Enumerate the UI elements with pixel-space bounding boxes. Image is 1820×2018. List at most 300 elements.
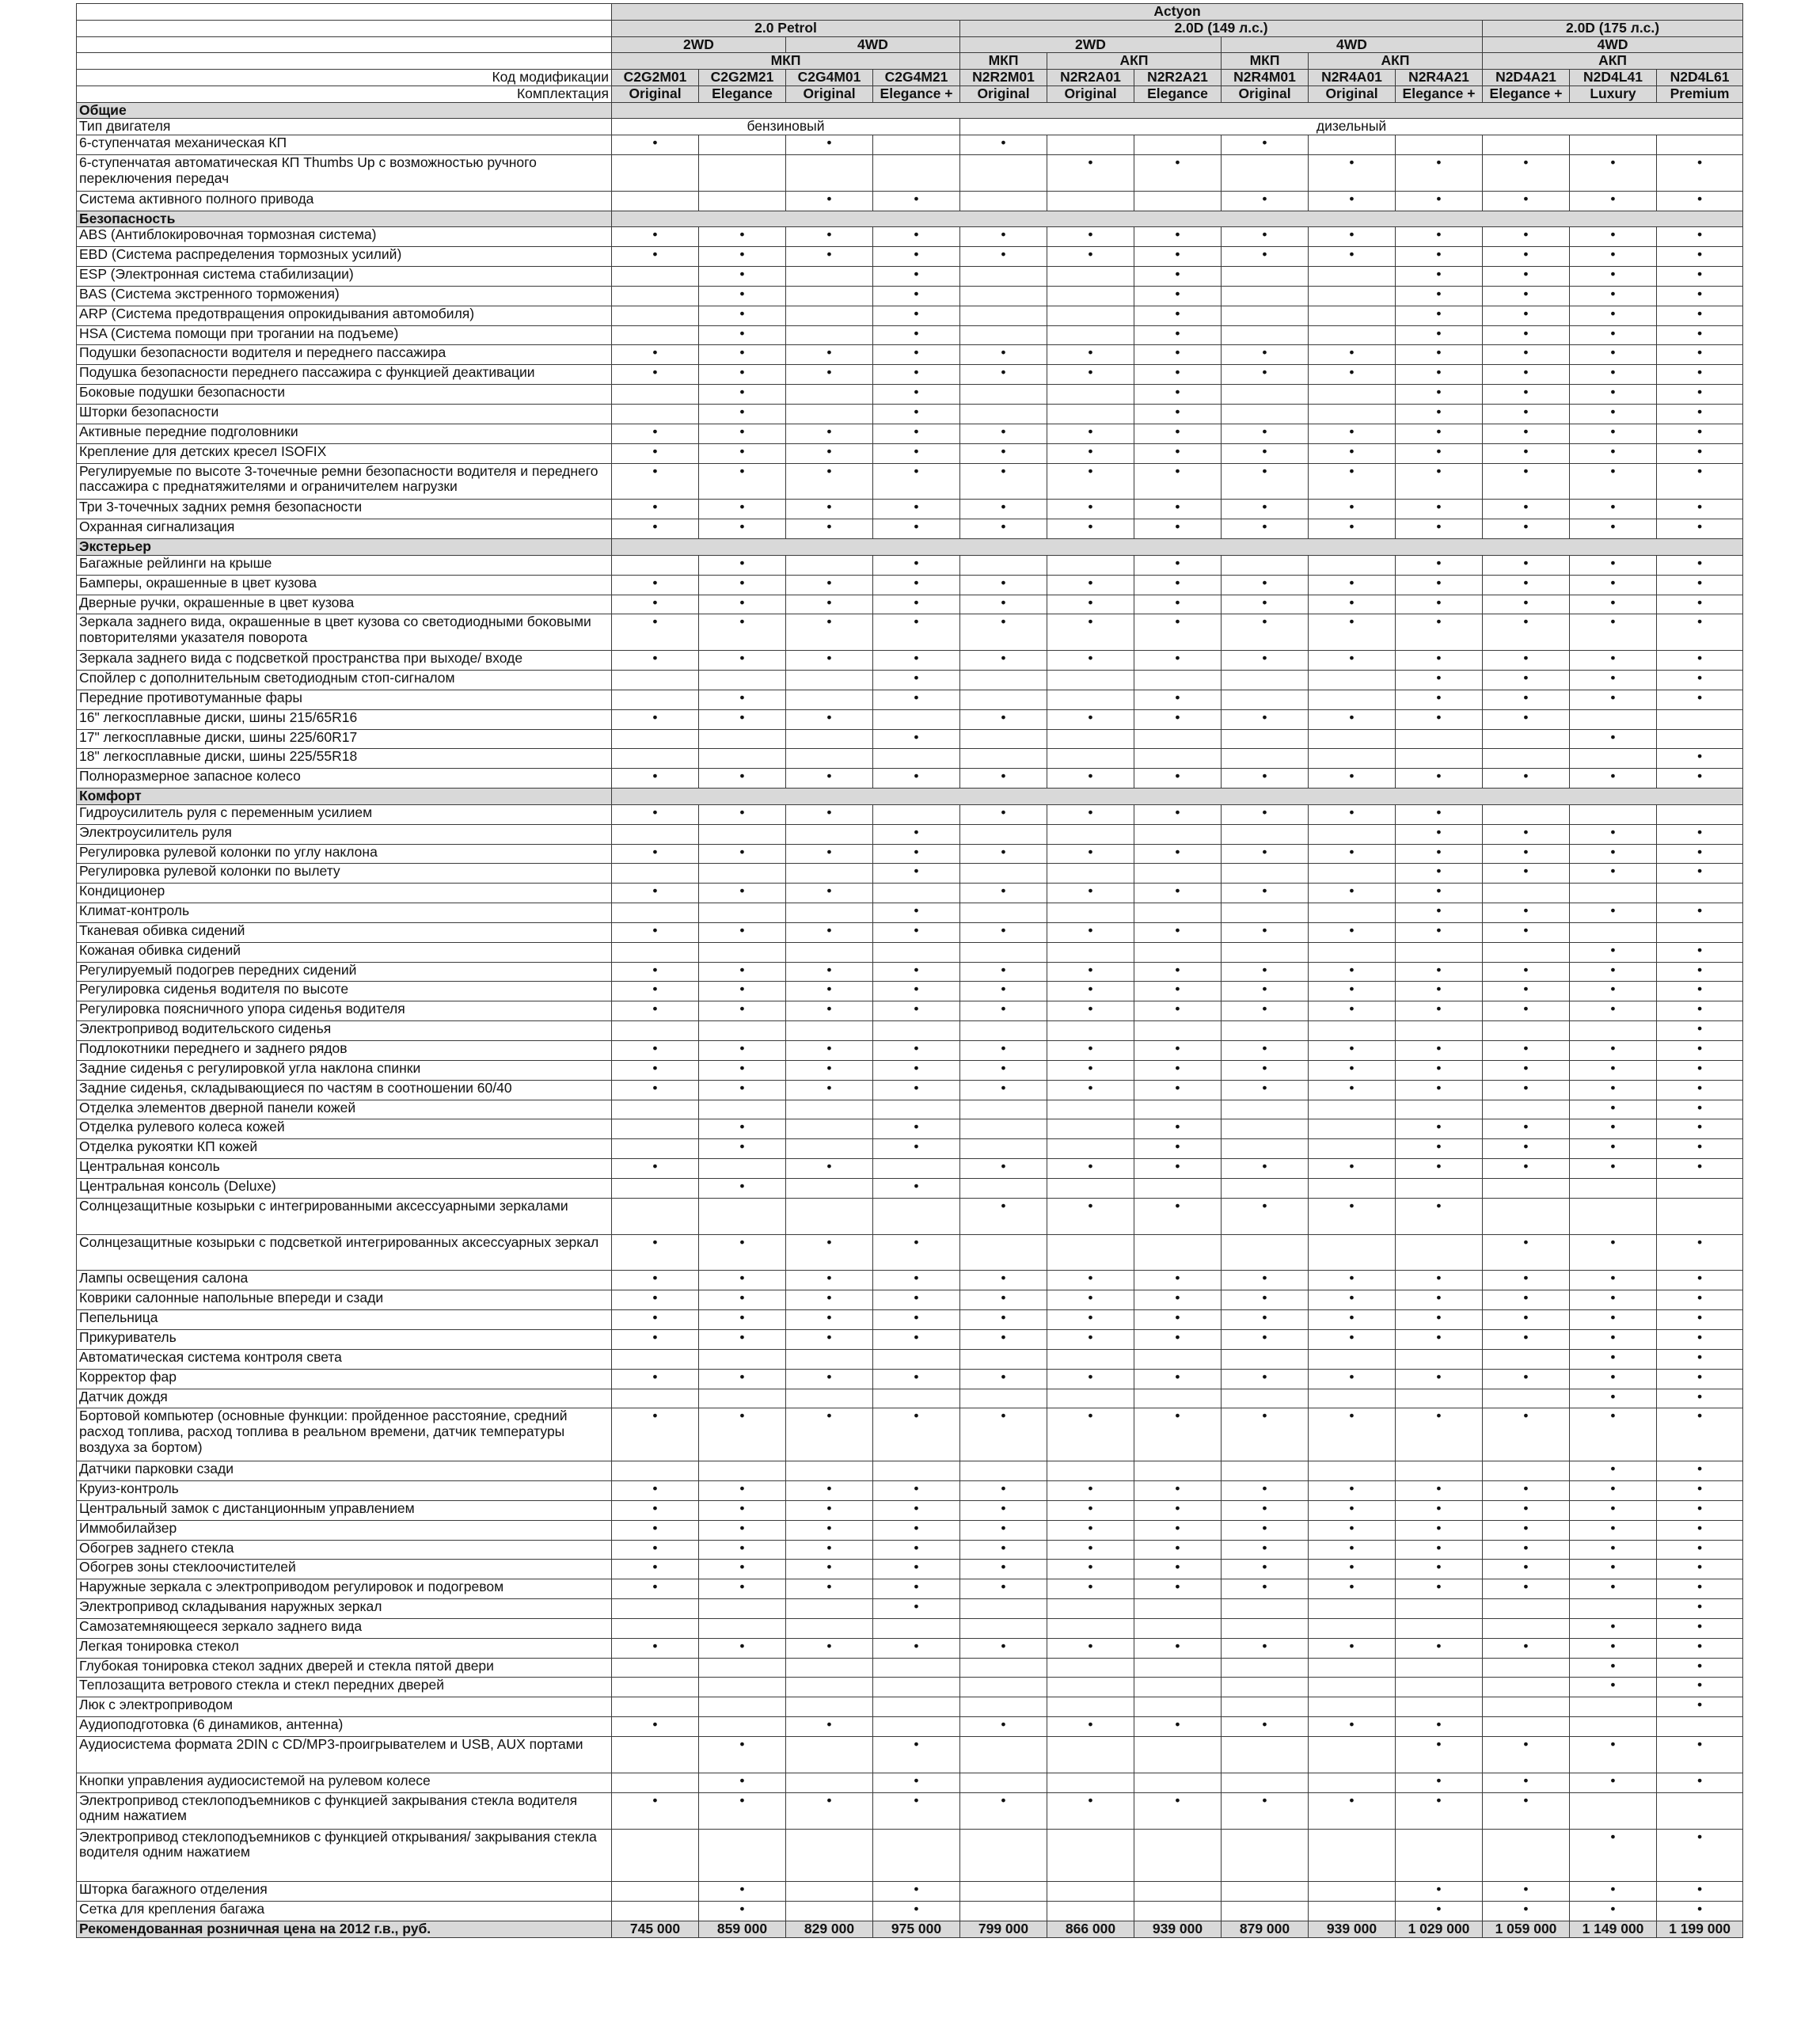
included-bullet: • (1436, 863, 1442, 880)
included-bullet: • (1088, 1408, 1093, 1424)
availability-cell (1134, 1234, 1222, 1271)
availability-cell (699, 519, 786, 539)
availability-cell (1222, 1041, 1309, 1061)
feature-label: Тип двигателя (77, 119, 612, 135)
availability-cell (1570, 1408, 1657, 1461)
included-bullet: • (914, 961, 919, 978)
table-row (77, 1021, 1743, 1041)
included-bullet: • (1088, 1290, 1093, 1306)
availability-cell (1657, 1882, 1743, 1902)
availability-cell (1309, 267, 1396, 287)
included-bullet: • (1523, 462, 1529, 479)
availability-cell (1483, 555, 1570, 575)
availability-cell (873, 1560, 960, 1579)
included-bullet: • (1175, 883, 1180, 899)
availability-cell (612, 1717, 699, 1737)
availability-cell (1570, 1678, 1657, 1697)
availability-cell (1047, 982, 1134, 1001)
included-bullet: • (652, 423, 658, 439)
included-bullet: • (1349, 1559, 1355, 1575)
included-bullet: • (1610, 1519, 1616, 1536)
availability-cell (1222, 135, 1309, 155)
availability-cell (1570, 1310, 1657, 1330)
included-bullet: • (1175, 285, 1180, 302)
included-bullet: • (1610, 423, 1616, 439)
included-bullet: • (1175, 689, 1180, 705)
availability-cell (612, 385, 699, 405)
included-bullet: • (652, 709, 658, 725)
availability-cell (1396, 1678, 1483, 1697)
included-bullet: • (1088, 1480, 1093, 1497)
availability-cell (960, 500, 1047, 519)
included-bullet: • (1436, 1499, 1442, 1516)
availability-cell (1047, 1579, 1134, 1599)
table-row (77, 749, 1743, 769)
availability-cell (1396, 804, 1483, 824)
included-bullet: • (1001, 1270, 1006, 1286)
feature-label: Шторки безопасности (77, 405, 612, 424)
included-bullet: • (1523, 922, 1529, 938)
included-bullet: • (1001, 1158, 1006, 1175)
availability-cell (873, 1349, 960, 1369)
availability-cell (1309, 824, 1396, 844)
price-value: 799 000 (960, 1921, 1047, 1938)
availability-cell (1134, 1159, 1222, 1179)
availability-cell (960, 424, 1047, 443)
availability-cell (1309, 962, 1396, 982)
availability-cell (612, 690, 699, 709)
included-bullet: • (826, 1480, 832, 1497)
included-bullet: • (1523, 670, 1529, 686)
included-bullet: • (1262, 1480, 1267, 1497)
feature-label: Коврики салонные напольные впереди и сзади (77, 1290, 612, 1310)
availability-cell (873, 227, 960, 247)
availability-cell (1134, 267, 1222, 287)
availability-cell (1570, 1021, 1657, 1041)
availability-cell (960, 942, 1047, 962)
availability-cell (873, 1678, 960, 1697)
availability-cell (786, 962, 873, 982)
included-bullet: • (826, 190, 832, 207)
availability-cell (699, 405, 786, 424)
availability-cell (612, 1060, 699, 1080)
availability-cell (1483, 1001, 1570, 1021)
availability-cell (1657, 1408, 1743, 1461)
included-bullet: • (1436, 843, 1442, 860)
availability-cell (1309, 1697, 1396, 1717)
availability-cell (1396, 286, 1483, 306)
availability-cell (1047, 595, 1134, 614)
availability-cell (699, 1159, 786, 1179)
table-row (77, 651, 1743, 671)
included-bullet: • (1523, 190, 1529, 207)
availability-cell (1047, 424, 1134, 443)
table-row (77, 1100, 1743, 1119)
availability-cell (1309, 922, 1396, 942)
included-bullet: • (1262, 1716, 1267, 1733)
availability-cell (1483, 365, 1570, 385)
included-bullet: • (914, 1792, 919, 1808)
included-bullet: • (1697, 574, 1703, 591)
availability-cell (1222, 1697, 1309, 1717)
availability-cell (612, 671, 699, 690)
table-row (77, 1579, 1743, 1599)
included-bullet: • (1001, 843, 1006, 860)
availability-cell (1570, 500, 1657, 519)
included-bullet: • (1175, 1480, 1180, 1497)
included-bullet: • (1523, 594, 1529, 610)
included-bullet: • (1262, 423, 1267, 439)
availability-cell (612, 135, 699, 155)
availability-cell (1483, 1638, 1570, 1658)
availability-cell (699, 749, 786, 769)
availability-cell (1222, 1500, 1309, 1520)
availability-cell (873, 1500, 960, 1520)
included-bullet: • (1697, 443, 1703, 459)
availability-cell (1309, 1408, 1396, 1461)
availability-cell (1396, 729, 1483, 749)
included-bullet: • (739, 689, 745, 705)
included-bullet: • (652, 1499, 658, 1516)
included-bullet: • (1349, 246, 1355, 263)
availability-cell (873, 247, 960, 267)
included-bullet: • (1088, 462, 1093, 479)
availability-cell (1309, 1080, 1396, 1100)
availability-cell (960, 227, 1047, 247)
included-bullet: • (1001, 768, 1006, 785)
availability-cell (612, 1198, 699, 1234)
included-bullet: • (914, 305, 919, 321)
included-bullet: • (1349, 1059, 1355, 1076)
availability-cell (1134, 1717, 1222, 1737)
availability-cell (1657, 1139, 1743, 1159)
availability-cell (612, 1310, 699, 1330)
included-bullet: • (739, 404, 745, 420)
availability-cell (786, 1119, 873, 1139)
availability-cell (960, 1737, 1047, 1773)
availability-cell (1570, 962, 1657, 982)
availability-cell (1309, 1520, 1396, 1540)
included-bullet: • (739, 384, 745, 401)
availability-cell (699, 864, 786, 884)
availability-cell (1134, 1178, 1222, 1198)
availability-cell (1047, 1001, 1134, 1021)
included-bullet: • (1697, 1828, 1703, 1845)
included-bullet: • (1349, 499, 1355, 515)
included-bullet: • (652, 961, 658, 978)
availability-cell (1134, 1001, 1222, 1021)
availability-cell (1222, 1271, 1309, 1290)
availability-cell (1483, 1540, 1570, 1560)
table-row (77, 191, 1743, 211)
included-bullet: • (1001, 423, 1006, 439)
availability-cell (786, 1139, 873, 1159)
availability-cell (1309, 903, 1396, 923)
availability-cell (1134, 1737, 1222, 1773)
included-bullet: • (1349, 1539, 1355, 1556)
availability-cell (1570, 1001, 1657, 1021)
trim-name: Original (612, 86, 699, 102)
included-bullet: • (1523, 384, 1529, 401)
table-row (77, 1560, 1743, 1579)
included-bullet: • (1175, 1138, 1180, 1155)
availability-cell (1483, 1678, 1570, 1697)
availability-cell (1570, 769, 1657, 789)
availability-cell (786, 1389, 873, 1408)
feature-label: Задние сиденья, складывающиеся по частям в соотношении 60/40 (77, 1080, 612, 1100)
included-bullet: • (739, 1079, 745, 1096)
availability-cell (1396, 555, 1483, 575)
availability-cell (1222, 1080, 1309, 1100)
availability-cell (1134, 1560, 1222, 1579)
availability-cell (873, 345, 960, 365)
availability-cell (1483, 690, 1570, 709)
availability-cell (699, 500, 786, 519)
table-row (77, 942, 1743, 962)
included-bullet: • (826, 1040, 832, 1057)
availability-cell (1570, 1349, 1657, 1369)
included-bullet: • (1349, 1579, 1355, 1595)
included-bullet: • (1088, 1328, 1093, 1345)
availability-cell (873, 1290, 960, 1310)
availability-cell (1309, 405, 1396, 424)
availability-cell (1134, 306, 1222, 325)
availability-cell (786, 844, 873, 864)
availability-cell (699, 247, 786, 267)
included-bullet: • (1175, 574, 1180, 591)
availability-cell (1222, 844, 1309, 864)
included-bullet: • (1001, 1519, 1006, 1536)
availability-cell (1047, 1389, 1134, 1408)
availability-cell (1222, 1773, 1309, 1792)
availability-cell (1396, 1369, 1483, 1389)
availability-cell (1134, 864, 1222, 884)
availability-cell (1483, 267, 1570, 287)
table-row (77, 1717, 1743, 1737)
included-bullet: • (1436, 246, 1442, 263)
included-bullet: • (914, 423, 919, 439)
included-bullet: • (739, 499, 745, 515)
included-bullet: • (1001, 650, 1006, 667)
availability-cell (960, 1540, 1047, 1560)
included-bullet: • (1349, 519, 1355, 535)
availability-cell (612, 1579, 699, 1599)
availability-cell (1134, 1060, 1222, 1080)
included-bullet: • (1697, 1233, 1703, 1250)
included-bullet: • (1001, 1328, 1006, 1345)
availability-cell (1483, 1178, 1570, 1198)
availability-cell (1134, 804, 1222, 824)
availability-cell (1222, 345, 1309, 365)
availability-cell (1396, 1618, 1483, 1638)
included-bullet: • (1697, 1001, 1703, 1017)
availability-cell (960, 247, 1047, 267)
feature-label: Электропривод складывания наружных зеркал (77, 1599, 612, 1619)
availability-cell (786, 1618, 873, 1638)
header-code-row (77, 70, 1743, 86)
included-bullet: • (1523, 1119, 1529, 1135)
availability-cell (1570, 1717, 1657, 1737)
included-bullet: • (1610, 981, 1616, 998)
availability-cell (1222, 1178, 1309, 1198)
availability-cell (1309, 1773, 1396, 1792)
availability-cell (1047, 729, 1134, 749)
availability-cell (1483, 1737, 1570, 1773)
availability-cell (1657, 575, 1743, 595)
availability-cell (612, 804, 699, 824)
availability-cell (1396, 1060, 1483, 1080)
availability-cell (1309, 1599, 1396, 1619)
availability-cell (612, 575, 699, 595)
included-bullet: • (826, 1499, 832, 1516)
availability-cell (612, 1829, 699, 1882)
availability-cell (1657, 844, 1743, 864)
included-bullet: • (1262, 519, 1267, 535)
availability-cell (1047, 463, 1134, 500)
availability-cell (1047, 247, 1134, 267)
included-bullet: • (652, 1792, 658, 1808)
availability-cell (1657, 824, 1743, 844)
included-bullet: • (1523, 689, 1529, 705)
availability-cell (786, 1329, 873, 1349)
availability-cell (1222, 519, 1309, 539)
availability-cell (699, 385, 786, 405)
included-bullet: • (1697, 1020, 1703, 1037)
availability-cell (1309, 729, 1396, 749)
included-bullet: • (1175, 1792, 1180, 1808)
availability-cell (1222, 1829, 1309, 1882)
availability-cell (1570, 424, 1657, 443)
feature-label: Люк с электроприводом (77, 1697, 612, 1717)
included-bullet: • (826, 443, 832, 459)
availability-cell (873, 942, 960, 962)
availability-cell (1309, 1579, 1396, 1599)
table-row (77, 1678, 1743, 1697)
availability-cell (1570, 1599, 1657, 1619)
availability-cell (1396, 962, 1483, 982)
price-label: Рекомендованная розничная цена на 2012 г.в., руб. (77, 1921, 612, 1938)
availability-cell (873, 1902, 960, 1921)
availability-cell (1047, 325, 1134, 345)
availability-cell (1657, 519, 1743, 539)
section-fill (612, 539, 1743, 556)
availability-cell (786, 595, 873, 614)
availability-cell (1047, 345, 1134, 365)
included-bullet: • (1610, 1119, 1616, 1135)
included-bullet: • (1001, 1197, 1006, 1214)
included-bullet: • (1523, 1368, 1529, 1385)
included-bullet: • (914, 1579, 919, 1595)
availability-cell (1309, 424, 1396, 443)
availability-cell (1309, 982, 1396, 1001)
included-bullet: • (1175, 843, 1180, 860)
availability-cell (1657, 1792, 1743, 1829)
included-bullet: • (1262, 650, 1267, 667)
availability-cell (1222, 1100, 1309, 1119)
header-trim-row (77, 86, 1743, 102)
table-row (77, 135, 1743, 155)
included-bullet: • (1610, 519, 1616, 535)
availability-cell (1222, 1234, 1309, 1271)
availability-cell (960, 1329, 1047, 1349)
included-bullet: • (1610, 1579, 1616, 1595)
availability-cell (1657, 1100, 1743, 1119)
included-bullet: • (1262, 1408, 1267, 1424)
availability-cell (699, 1060, 786, 1080)
included-bullet: • (1175, 154, 1180, 170)
availability-cell (1047, 614, 1134, 651)
availability-cell (1222, 1290, 1309, 1310)
availability-cell (699, 1198, 786, 1234)
included-bullet: • (1610, 1559, 1616, 1575)
modification-code: C2G2M01 (612, 70, 699, 86)
availability-cell (1047, 1271, 1134, 1290)
table-row (77, 1618, 1743, 1638)
availability-cell (612, 1638, 699, 1658)
availability-cell (786, 1678, 873, 1697)
availability-cell (1309, 1560, 1396, 1579)
table-row (77, 1902, 1743, 1921)
included-bullet: • (1088, 961, 1093, 978)
availability-cell (873, 1119, 960, 1139)
availability-cell (1309, 1678, 1396, 1697)
availability-cell (1570, 864, 1657, 884)
availability-cell (1396, 306, 1483, 325)
included-bullet: • (652, 883, 658, 899)
included-bullet: • (1523, 1079, 1529, 1096)
availability-cell (1396, 595, 1483, 614)
availability-cell (1047, 749, 1134, 769)
availability-cell (612, 1041, 699, 1061)
included-bullet: • (739, 226, 745, 243)
included-bullet: • (1697, 1138, 1703, 1155)
availability-cell (1483, 385, 1570, 405)
availability-cell (873, 405, 960, 424)
availability-cell (1396, 1902, 1483, 1921)
availability-cell (1483, 1021, 1570, 1041)
availability-cell (1396, 405, 1483, 424)
availability-cell (1134, 1369, 1222, 1389)
trim-name: Elegance + (873, 86, 960, 102)
included-bullet: • (1697, 499, 1703, 515)
feature-label: Датчики парковки сзади (77, 1461, 612, 1481)
included-bullet: • (1523, 1158, 1529, 1175)
availability-cell (1047, 555, 1134, 575)
included-bullet: • (1697, 1772, 1703, 1788)
availability-cell (786, 519, 873, 539)
availability-cell (873, 1001, 960, 1021)
availability-cell (1483, 1310, 1570, 1330)
availability-cell (699, 1520, 786, 1540)
availability-cell (873, 1310, 960, 1330)
included-bullet: • (739, 1792, 745, 1808)
included-bullet: • (826, 462, 832, 479)
availability-cell (1134, 463, 1222, 500)
table-row (77, 671, 1743, 690)
included-bullet: • (1088, 1001, 1093, 1017)
feature-label: ARP (Система предотвращения опрокидывания автомобиля) (77, 306, 612, 325)
included-bullet: • (826, 1368, 832, 1385)
included-bullet: • (1697, 1579, 1703, 1595)
feature-label: Пепельница (77, 1310, 612, 1330)
included-bullet: • (914, 226, 919, 243)
availability-cell (873, 1198, 960, 1234)
included-bullet: • (1523, 226, 1529, 243)
availability-cell (612, 345, 699, 365)
availability-cell (1396, 385, 1483, 405)
availability-cell (1222, 306, 1309, 325)
included-bullet: • (914, 443, 919, 459)
